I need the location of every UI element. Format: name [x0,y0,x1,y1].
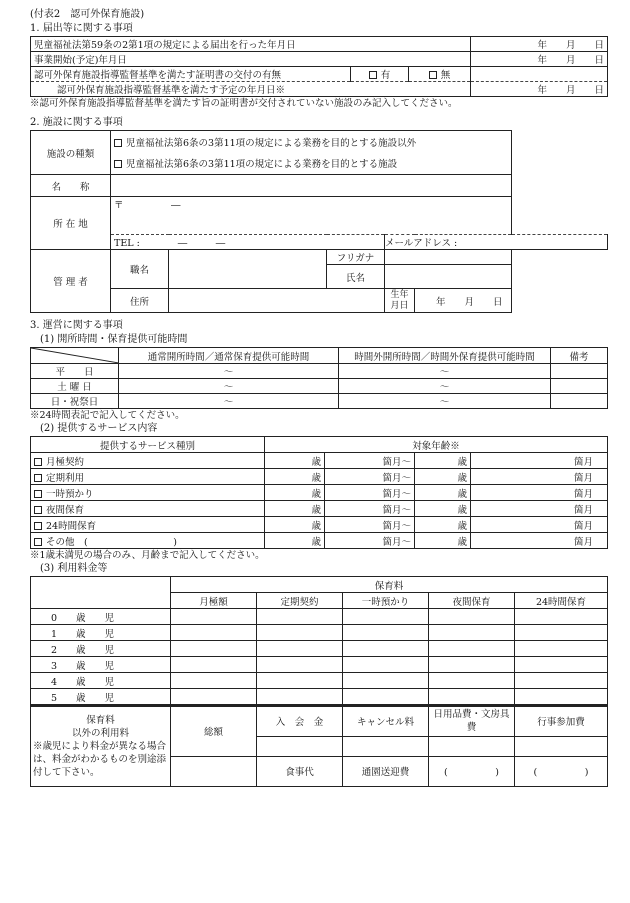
notification-date-field[interactable]: 年 月 日 [471,37,608,52]
fee-cell[interactable] [515,609,608,625]
admission-fee-field[interactable] [257,736,343,756]
checkbox-icon [369,71,377,79]
fee-cell[interactable] [171,625,257,641]
fee-cell[interactable] [515,673,608,689]
fee-cell[interactable] [429,641,515,657]
fee-column-header: 一時預かり [343,593,429,609]
hours-table [30,347,608,409]
service-row [31,453,608,469]
other-fee-field-2[interactable]: ( ) [515,756,608,786]
certificate-no[interactable]: 無 [409,67,471,82]
age-from-years[interactable]: 歳 [265,469,325,485]
service-type-header: 提供するサービス種別 [31,437,265,453]
age-label: 3 歳 児 [31,657,171,673]
facility-type-option-2[interactable]: 児童福祉法第6条の3第11項の規定による業務を目的とする施設 [111,153,512,175]
fee-cell[interactable] [171,657,257,673]
age-label: 4 歳 児 [31,673,171,689]
holiday-regular-field[interactable]: ～ [119,394,339,409]
section-1-note: ※認可外保育施設指導監督基準を満たす旨の証明書が交付されていない施設のみ記入してください。 [30,98,458,109]
service-row [31,469,608,485]
fee-cell[interactable] [429,689,515,705]
age-to-months[interactable]: 箇月 [471,517,608,533]
services-subheading: (2) 提供するサービス内容 [40,423,158,434]
fee-cell[interactable] [343,673,429,689]
manager-address-label: 住所 [111,289,169,313]
service-option[interactable]: 月極契約 [31,453,265,469]
fee-header: 保育料 [171,577,608,593]
hours-note: ※24時間表記で記入してください。 [30,410,185,421]
event-fee-field[interactable] [515,736,608,756]
certificate-yes[interactable]: 有 [351,67,409,82]
checkbox-icon [34,506,42,514]
service-option[interactable]: 24時間保育 [31,517,265,533]
birth-date-label: 生年月日 [385,289,415,313]
fee-cell[interactable] [515,689,608,705]
birth-date-field[interactable]: 年 月 日 [415,289,512,313]
fee-column-header: 24時間保育 [515,593,608,609]
checkbox-icon [34,474,42,482]
furigana-field[interactable] [385,250,512,265]
service-option[interactable]: その他 ( ) [31,533,265,549]
service-option[interactable]: 夜間保育 [31,501,265,517]
address-label: 所 在 地 [31,197,111,250]
hours-subheading: (1) 開所時間・保育提供可能時間 [40,334,188,345]
furigana-label: フリガナ [327,250,385,265]
address-field[interactable] [111,215,512,235]
age-from-years[interactable]: 歳 [265,517,325,533]
age-label: 5 歳 児 [31,689,171,705]
start-date-label: 事業開始(予定)年月日 [31,52,471,67]
fee-cell[interactable] [343,657,429,673]
fee-cell[interactable] [257,657,343,673]
fee-cell[interactable] [257,609,343,625]
fee-cell[interactable] [515,657,608,673]
meal-fee-label: 食事代 [257,756,343,786]
fee-cell[interactable] [515,641,608,657]
fee-cell[interactable] [171,689,257,705]
section-3-heading: 3. 運営に関する事項 [30,320,123,331]
age-label: 0 歳 児 [31,609,171,625]
holiday-label: 日・祝祭日 [31,394,119,409]
age-from-years[interactable]: 歳 [265,485,325,501]
fee-column-header: 定期契約 [257,593,343,609]
other-fees-label: 保育料 以外の利用料 ※歳児により料金が異なる場合は、料金がわかるものを別途添付して下さい。 [31,706,171,786]
age-from-years[interactable]: 歳 [265,501,325,517]
fee-cell[interactable] [343,689,429,705]
age-to-months[interactable]: 箇月 [471,453,608,469]
target-age-header: 対象年齢※ [265,437,608,453]
cancel-fee-field[interactable] [343,736,429,756]
checkbox-icon [114,139,122,147]
certificate-label: 認可外保育施設指導監督基準を満たす証明書の交付の有無 [31,67,351,82]
fee-row [31,657,608,673]
checkbox-icon [34,522,42,530]
age-to-years[interactable]: 歳 [415,533,471,549]
manager-name-label: 氏名 [327,265,385,289]
job-title-label: 職名 [111,250,169,289]
supplies-fee-field[interactable] [429,736,515,756]
age-from-months[interactable]: 箇月～ [325,501,415,517]
age-to-months[interactable]: 箇月 [471,469,608,485]
fee-row [31,641,608,657]
service-option[interactable]: 一時預かり [31,485,265,501]
diagonal-line [31,348,119,363]
notification-table [30,36,608,97]
age-to-years[interactable]: 歳 [415,517,471,533]
saturday-remarks-field[interactable] [551,379,608,394]
planned-date-field[interactable]: 年 月 日 [471,82,608,97]
age-from-years[interactable]: 歳 [265,533,325,549]
age-to-years[interactable]: 歳 [415,501,471,517]
total-label: 総額 [171,706,257,756]
fee-row [31,609,608,625]
age-to-months[interactable]: 箇月 [471,501,608,517]
age-from-months[interactable]: 箇月～ [325,453,415,469]
age-from-months[interactable]: 箇月～ [325,485,415,501]
facility-type-option-1[interactable]: 児童福祉法第6条の3第11項の規定による業務を目的とする施設以外 [111,131,512,153]
fees-table [30,576,608,705]
service-row [31,501,608,517]
facility-name-field[interactable] [111,175,512,197]
fee-cell[interactable] [171,641,257,657]
weekday-overtime-field[interactable]: ～ [339,364,551,379]
fee-row [31,625,608,641]
manager-name-field[interactable] [385,265,512,289]
age-from-months[interactable]: 箇月～ [325,469,415,485]
age-label: 2 歳 児 [31,641,171,657]
checkbox-icon [114,160,122,168]
planned-date-label: 認可外保育施設指導監督基準を満たす予定の年月日※ [31,82,471,97]
diagonal-header-cell [31,348,119,364]
fee-cell[interactable] [257,625,343,641]
fees-body [31,609,608,705]
age-from-months[interactable]: 箇月～ [325,517,415,533]
saturday-overtime-field[interactable]: ～ [339,379,551,394]
bus-fee-label: 通園送迎費 [343,756,429,786]
fee-cell[interactable] [429,673,515,689]
fee-column-header: 月極額 [171,593,257,609]
age-to-years[interactable]: 歳 [415,453,471,469]
holiday-remarks-field[interactable] [551,394,608,409]
fee-cell[interactable] [171,673,257,689]
age-to-years[interactable]: 歳 [415,469,471,485]
start-date-field[interactable]: 年 月 日 [471,52,608,67]
services-note: ※1歳未満児の場合のみ、月齢まで記入してください。 [30,550,265,561]
age-from-months[interactable]: 箇月～ [325,533,415,549]
manager-address-field[interactable] [169,289,385,313]
holiday-overtime-field[interactable]: ～ [339,394,551,409]
age-label: 1 歳 児 [31,625,171,641]
cancel-fee-label: キャンセル料 [343,706,429,736]
fee-column-header: 夜間保育 [429,593,515,609]
age-from-years[interactable]: 歳 [265,453,325,469]
fees-subheading: (3) 利用料金等 [40,563,108,574]
facility-type-label: 施設の種類 [31,131,111,175]
facility-table [30,130,608,313]
fee-cell[interactable] [343,641,429,657]
fee-cell[interactable] [343,609,429,625]
postal-code-field[interactable]: 〒 ― [111,197,512,215]
total-field[interactable] [171,756,257,786]
other-fees-table [30,705,608,787]
fee-row [31,673,608,689]
supplies-fee-label: 日用品費・文房具費 [429,706,515,736]
checkbox-icon [34,538,42,546]
age-to-years[interactable]: 歳 [415,485,471,501]
email-field[interactable]: メールアドレス : [385,235,608,250]
weekday-regular-field[interactable]: ～ [119,364,339,379]
fee-cell[interactable] [429,625,515,641]
checkbox-icon [34,490,42,498]
remarks-header: 備考 [551,348,608,364]
section-1-heading: 1. 届出等に関する事項 [30,23,133,34]
saturday-label: 土 曜 日 [31,379,119,394]
manager-label: 管 理 者 [31,250,111,313]
event-fee-label: 行事参加費 [515,706,608,736]
job-title-field[interactable] [169,250,327,289]
notification-date-label: 児童福祉法第59条の2第1項の規定による届出を行った年月日 [31,37,471,52]
weekday-remarks-field[interactable] [551,364,608,379]
checkbox-icon [34,458,42,466]
fee-cell[interactable] [515,625,608,641]
checkbox-icon [429,71,437,79]
facility-name-label: 名 称 [31,175,111,197]
saturday-regular-field[interactable]: ～ [119,379,339,394]
age-to-months[interactable]: 箇月 [471,533,608,549]
weekday-label: 平 日 [31,364,119,379]
section-2-heading: 2. 施設に関する事項 [30,117,123,128]
service-row [31,485,608,501]
overtime-hours-header: 時間外開所時間／時間外保育提供可能時間 [339,348,551,364]
fee-cell[interactable] [257,673,343,689]
fee-cell[interactable] [171,609,257,625]
fee-cell[interactable] [343,625,429,641]
admission-fee-label: 入 会 金 [257,706,343,736]
age-to-months[interactable]: 箇月 [471,485,608,501]
fee-cell[interactable] [257,641,343,657]
fee-row [31,689,608,705]
fee-cell[interactable] [257,689,343,705]
service-option[interactable]: 定期利用 [31,469,265,485]
service-row [31,533,608,549]
services-table [30,436,608,549]
service-row [31,517,608,533]
regular-hours-header: 通常開所時間／通常保育提供可能時間 [119,348,339,364]
fee-cell[interactable] [429,609,515,625]
fee-cell[interactable] [429,657,515,673]
services-body [31,453,608,549]
other-fee-field-1[interactable]: ( ) [429,756,515,786]
form-title: (付表2 認可外保育施設) [30,9,145,20]
tel-field[interactable]: TEL : ― ― [111,235,385,250]
